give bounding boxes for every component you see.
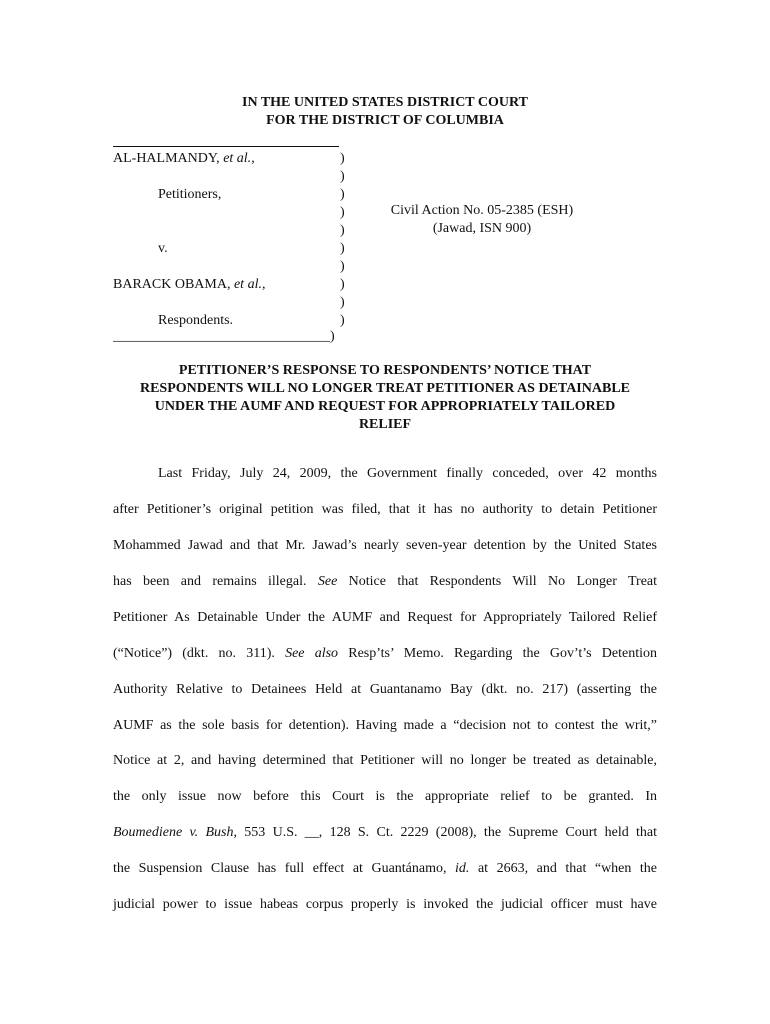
body-line-13: judicial power to issue habeas corpus properly is invoked the judicial officer must have bbox=[113, 897, 657, 912]
body-line-11 bbox=[113, 824, 657, 842]
court-heading-line1: IN THE UNITED STATES DISTRICT COURT bbox=[242, 95, 528, 110]
title-line3: UNDER THE AUMF AND REQUEST FOR APPROPRIATELY TAILORED bbox=[154, 399, 616, 414]
petitioner-trail: , bbox=[251, 151, 255, 166]
body-line-3: Mohammed Jawad and that Mr. Jawad’s nearly seven-year detention by the United States bbox=[113, 538, 657, 553]
caption-paren: ) bbox=[340, 187, 345, 202]
caption-top-rule bbox=[113, 146, 339, 147]
see-also-signal: See also bbox=[285, 646, 339, 661]
body-line-11-b: , 553 U.S. __, 128 S. Ct. 2229 (2008), the Supreme Court held that bbox=[233, 825, 658, 840]
body-line-4 bbox=[113, 573, 657, 591]
see-signal: See bbox=[317, 574, 338, 589]
caption-paren: ) bbox=[340, 205, 345, 220]
body-line-9: Notice at 2, and having determined that Petitioner will no longer be treated as detainable, bbox=[113, 753, 657, 768]
petitioners-label: Petitioners, bbox=[158, 187, 222, 202]
caption-paren: ) bbox=[340, 169, 345, 184]
body-line-5: Petitioner As Detainable Under the AUMF and Request for Appropriately Tailored Relief bbox=[113, 610, 657, 625]
body-line-12-a: the Suspension Clause has full effect at Guantánamo, bbox=[113, 861, 447, 876]
case-name: Boumediene v. Bush bbox=[113, 825, 234, 840]
body-line-10 bbox=[113, 788, 657, 806]
body-line-6-c: Resp’ts’ Memo. Regarding the Gov’t’s Detention bbox=[348, 646, 658, 661]
body-line-7: Authority Relative to Detainees Held at Guantanamo Bay (dkt. no. 217) (asserting the bbox=[113, 682, 657, 697]
body-line-4-a: has been and remains illegal. bbox=[113, 574, 307, 589]
petitioner-party bbox=[113, 150, 255, 168]
caption-paren: ) bbox=[340, 223, 345, 238]
body-line-12-c: at 2663, and that “when the bbox=[477, 861, 658, 876]
court-heading-line2: FOR THE DISTRICT OF COLUMBIA bbox=[266, 113, 504, 128]
petitioner-etal: et al. bbox=[223, 151, 252, 166]
caption-paren: ) bbox=[340, 295, 345, 310]
title-line2: RESPONDENTS WILL NO LONGER TREAT PETITIONER AS DETAINABLE bbox=[139, 381, 630, 396]
body-line-10-b: In bbox=[645, 789, 658, 804]
body-line-4-c: Notice that Respondents Will No Longer Treat bbox=[348, 574, 658, 589]
caption-paren: ) bbox=[340, 313, 345, 328]
court-heading bbox=[0, 94, 770, 130]
document-title bbox=[100, 362, 670, 434]
versus-label: v. bbox=[158, 241, 168, 256]
respondent-etal: et al. bbox=[233, 277, 262, 292]
title-line1: PETITIONER’S RESPONSE TO RESPONDENTS’ NOTICE THAT bbox=[178, 363, 592, 378]
petitioner-name: AL-HALMANDY, bbox=[113, 151, 220, 166]
body-line-10-a: the only issue now before this Court is the appropriate relief to be granted. bbox=[113, 789, 634, 804]
caption-paren: ) bbox=[340, 259, 345, 274]
caption-paren: ) bbox=[340, 277, 345, 292]
body-line-1: Last Friday, July 24, 2009, the Government finally conceded, over 42 months bbox=[158, 466, 657, 481]
id-signal: id. bbox=[455, 861, 470, 876]
respondent-party bbox=[113, 276, 265, 294]
detainee-isn: (Jawad, ISN 900) bbox=[432, 221, 532, 236]
respondent-name: BARACK OBAMA, bbox=[113, 277, 231, 292]
civil-action-number: Civil Action No. 05-2385 (ESH) bbox=[390, 203, 574, 218]
body-line-12 bbox=[113, 860, 657, 878]
civil-action-block bbox=[352, 202, 612, 238]
body-line-6-a: (“Notice”) (dkt. no. 311). bbox=[113, 646, 275, 661]
body-line-8: AUMF as the sole basis for detention). Having made a “decision not to contest the writ,” bbox=[113, 718, 657, 733]
respondent-trail: , bbox=[261, 277, 266, 292]
caption-paren: ) bbox=[340, 241, 345, 256]
body-line-6 bbox=[113, 645, 657, 663]
caption-bottom-rule: _______________________________) bbox=[113, 329, 335, 344]
title-line4: RELIEF bbox=[358, 417, 412, 432]
respondents-label: Respondents. bbox=[158, 313, 234, 328]
body-line-2: after Petitioner’s original petition was filed, that it has no authority to detain Petitioner bbox=[113, 502, 657, 517]
caption-paren: ) bbox=[340, 151, 345, 166]
